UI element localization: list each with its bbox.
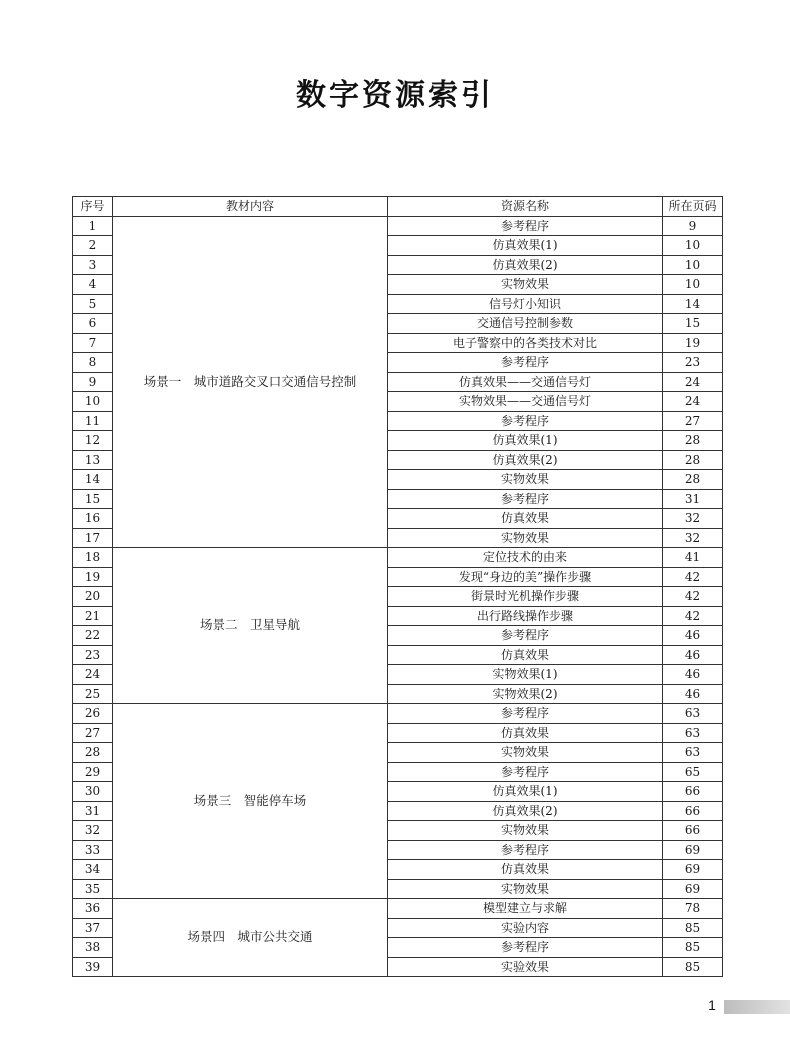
row-number: 5 xyxy=(73,294,113,314)
page-number-cell: 85 xyxy=(663,938,723,958)
resource-name-cell: 仿真效果 xyxy=(388,723,663,743)
row-number: 10 xyxy=(73,392,113,412)
row-number: 2 xyxy=(73,236,113,256)
row-number: 20 xyxy=(73,587,113,607)
resource-name-cell: 仿真效果 xyxy=(388,645,663,665)
page-number-cell: 78 xyxy=(663,899,723,919)
row-number: 36 xyxy=(73,899,113,919)
row-number: 15 xyxy=(73,489,113,509)
page-number-cell: 19 xyxy=(663,333,723,353)
row-number: 13 xyxy=(73,450,113,470)
page-number: 1 xyxy=(708,997,716,1013)
row-number: 24 xyxy=(73,665,113,685)
resource-index-table xyxy=(72,196,723,977)
page-number-cell: 41 xyxy=(663,548,723,568)
resource-name-cell: 参考程序 xyxy=(388,704,663,724)
resource-name-cell: 仿真效果(1) xyxy=(388,431,663,451)
page-number-cell: 65 xyxy=(663,762,723,782)
page-number-cell: 46 xyxy=(663,626,723,646)
resource-name-cell: 实物效果 xyxy=(388,275,663,295)
resource-name-cell: 参考程序 xyxy=(388,626,663,646)
page-number-cell: 15 xyxy=(663,314,723,334)
row-number: 16 xyxy=(73,509,113,529)
row-number: 17 xyxy=(73,528,113,548)
resource-name-cell: 仿真效果(1) xyxy=(388,782,663,802)
row-number: 22 xyxy=(73,626,113,646)
footer-decoration-bar xyxy=(724,1000,790,1014)
page-number-cell: 32 xyxy=(663,509,723,529)
row-number: 39 xyxy=(73,957,113,977)
resource-name-cell: 仿真效果——交通信号灯 xyxy=(388,372,663,392)
page-title: 数字资源索引 xyxy=(296,78,494,113)
page-number-cell: 42 xyxy=(663,567,723,587)
row-number: 18 xyxy=(73,548,113,568)
table-body xyxy=(73,216,723,977)
page-number-cell: 66 xyxy=(663,801,723,821)
row-number: 23 xyxy=(73,645,113,665)
page-number-cell: 32 xyxy=(663,528,723,548)
row-number: 9 xyxy=(73,372,113,392)
page-number-cell: 10 xyxy=(663,255,723,275)
row-number: 31 xyxy=(73,801,113,821)
resource-name-cell: 实物效果(1) xyxy=(388,665,663,685)
resource-name-cell: 仿真效果(2) xyxy=(388,801,663,821)
page-number-cell: 14 xyxy=(663,294,723,314)
section-content-cell: 场景一 城市道路交叉口交通信号控制 xyxy=(113,216,388,548)
table-row xyxy=(73,548,723,568)
resource-name-cell: 实物效果 xyxy=(388,879,663,899)
page-number-cell: 69 xyxy=(663,879,723,899)
row-number: 4 xyxy=(73,275,113,295)
resource-name-cell: 仿真效果 xyxy=(388,860,663,880)
page-number-cell: 28 xyxy=(663,470,723,490)
row-number: 33 xyxy=(73,840,113,860)
resource-name-cell: 仿真效果(2) xyxy=(388,255,663,275)
page-number-cell: 28 xyxy=(663,431,723,451)
resource-name-cell: 实物效果 xyxy=(388,743,663,763)
page-number-cell: 85 xyxy=(663,918,723,938)
page-number-cell: 42 xyxy=(663,587,723,607)
resource-name-cell: 实物效果——交通信号灯 xyxy=(388,392,663,412)
page-number-cell: 10 xyxy=(663,275,723,295)
section-content-cell: 场景四 城市公共交通 xyxy=(113,899,388,977)
page-number-cell: 63 xyxy=(663,723,723,743)
page-number-cell: 46 xyxy=(663,645,723,665)
table-row xyxy=(73,216,723,236)
resource-name-cell: 交通信号控制参数 xyxy=(388,314,663,334)
page-number-cell: 69 xyxy=(663,840,723,860)
resource-name-cell: 实物效果 xyxy=(388,821,663,841)
header-resource: 资源名称 xyxy=(388,197,663,217)
resource-name-cell: 参考程序 xyxy=(388,938,663,958)
page-number-cell: 42 xyxy=(663,606,723,626)
page-number-cell: 10 xyxy=(663,236,723,256)
section-content-cell: 场景二 卫星导航 xyxy=(113,548,388,704)
resource-name-cell: 出行路线操作步骤 xyxy=(388,606,663,626)
row-number: 14 xyxy=(73,470,113,490)
row-number: 32 xyxy=(73,821,113,841)
page-number-cell: 9 xyxy=(663,216,723,236)
page-number-cell: 69 xyxy=(663,860,723,880)
row-number: 28 xyxy=(73,743,113,763)
table-row xyxy=(73,704,723,724)
resource-name-cell: 实物效果 xyxy=(388,528,663,548)
row-number: 8 xyxy=(73,353,113,373)
row-number: 11 xyxy=(73,411,113,431)
resource-name-cell: 仿真效果(1) xyxy=(388,236,663,256)
page-number-cell: 46 xyxy=(663,684,723,704)
resource-name-cell: 参考程序 xyxy=(388,762,663,782)
page-number-cell: 46 xyxy=(663,665,723,685)
row-number: 3 xyxy=(73,255,113,275)
resource-name-cell: 参考程序 xyxy=(388,411,663,431)
resource-name-cell: 实验内容 xyxy=(388,918,663,938)
section-content-cell: 场景三 智能停车场 xyxy=(113,704,388,899)
row-number: 38 xyxy=(73,938,113,958)
row-number: 27 xyxy=(73,723,113,743)
resource-name-cell: 仿真效果(2) xyxy=(388,450,663,470)
resource-name-cell: 仿真效果 xyxy=(388,509,663,529)
row-number: 1 xyxy=(73,216,113,236)
page-number-cell: 27 xyxy=(663,411,723,431)
resource-name-cell: 实物效果 xyxy=(388,470,663,490)
row-number: 21 xyxy=(73,606,113,626)
resource-name-cell: 电子警察中的各类技术对比 xyxy=(388,333,663,353)
header-content: 教材内容 xyxy=(113,197,388,217)
header-page: 所在页码 xyxy=(663,197,723,217)
resource-name-cell: 参考程序 xyxy=(388,840,663,860)
page-number-cell: 66 xyxy=(663,782,723,802)
row-number: 25 xyxy=(73,684,113,704)
row-number: 34 xyxy=(73,860,113,880)
row-number: 6 xyxy=(73,314,113,334)
resource-name-cell: 参考程序 xyxy=(388,216,663,236)
table-header-row xyxy=(73,197,723,217)
row-number: 19 xyxy=(73,567,113,587)
page-number-cell: 85 xyxy=(663,957,723,977)
row-number: 37 xyxy=(73,918,113,938)
page-number-cell: 63 xyxy=(663,704,723,724)
resource-name-cell: 实验效果 xyxy=(388,957,663,977)
row-number: 7 xyxy=(73,333,113,353)
page-number-cell: 31 xyxy=(663,489,723,509)
row-number: 26 xyxy=(73,704,113,724)
page-number-cell: 24 xyxy=(663,372,723,392)
page-number-cell: 28 xyxy=(663,450,723,470)
resource-name-cell: 发现“身边的美”操作步骤 xyxy=(388,567,663,587)
row-number: 12 xyxy=(73,431,113,451)
header-no: 序号 xyxy=(73,197,113,217)
resource-name-cell: 定位技术的由来 xyxy=(388,548,663,568)
resource-name-cell: 参考程序 xyxy=(388,353,663,373)
row-number: 30 xyxy=(73,782,113,802)
resource-name-cell: 实物效果(2) xyxy=(388,684,663,704)
page-number-cell: 63 xyxy=(663,743,723,763)
row-number: 29 xyxy=(73,762,113,782)
resource-name-cell: 信号灯小知识 xyxy=(388,294,663,314)
page-number-cell: 24 xyxy=(663,392,723,412)
table-row xyxy=(73,899,723,919)
page-number-cell: 66 xyxy=(663,821,723,841)
resource-name-cell: 模型建立与求解 xyxy=(388,899,663,919)
resource-name-cell: 街景时光机操作步骤 xyxy=(388,587,663,607)
page-number-cell: 23 xyxy=(663,353,723,373)
row-number: 35 xyxy=(73,879,113,899)
resource-name-cell: 参考程序 xyxy=(388,489,663,509)
